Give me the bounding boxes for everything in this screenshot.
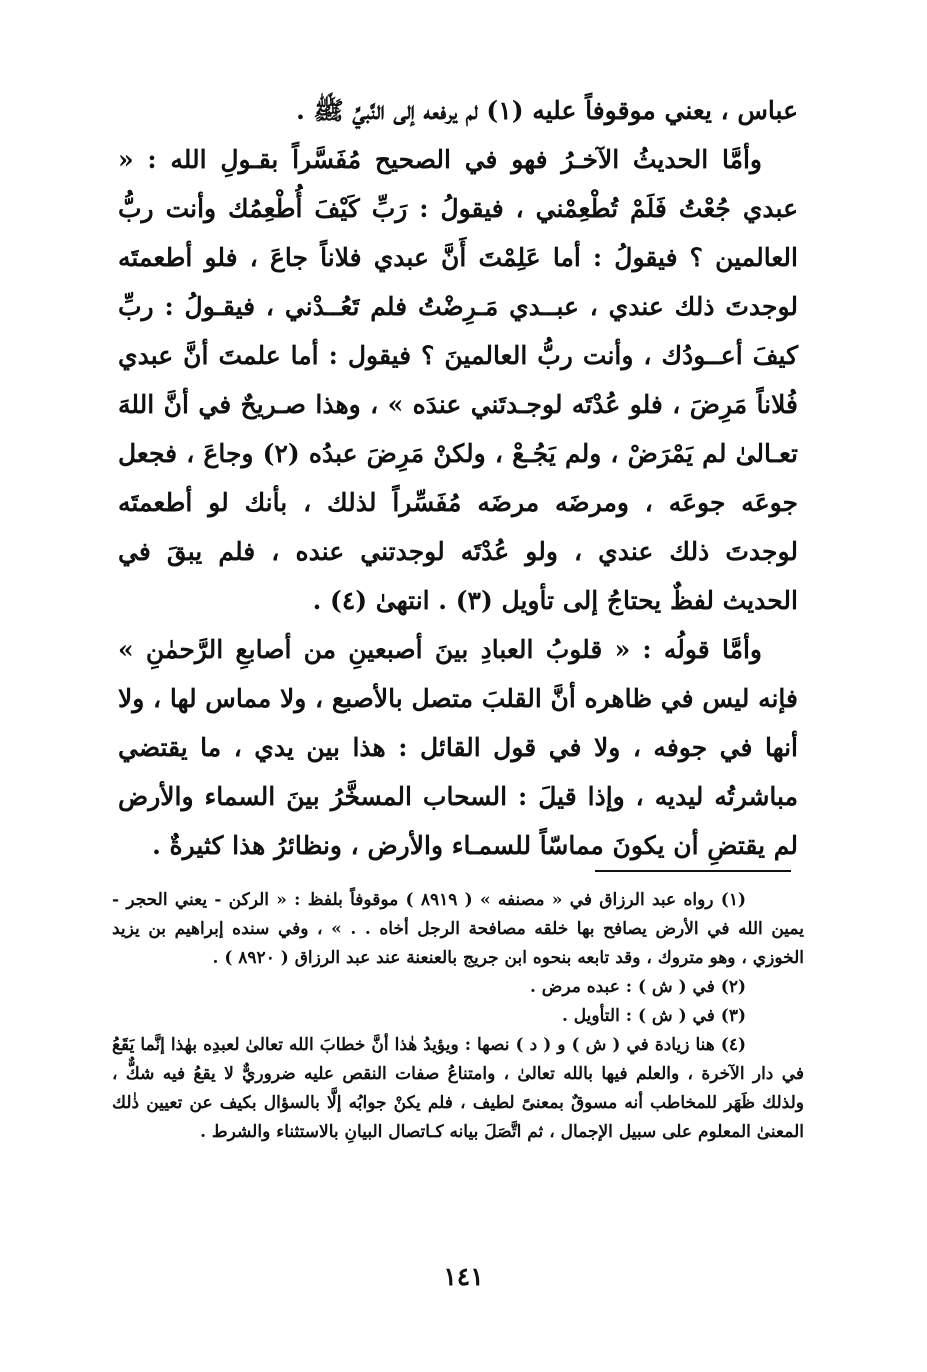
footnotes-section bbox=[112, 886, 804, 1147]
footnote-3: (٣) في ( ش ) : التأويل . bbox=[561, 1006, 746, 1026]
page-number: ١٤١ bbox=[443, 1262, 484, 1291]
footnote-4: (٤) هنا زيادة في ( ش ) و ( د ) نصها : ويؤيدُ هٰذا أنَّ خطابَ الله تعالىٰ لعبدِه بهٰذا إنَّما يَقَعُ في دار الآخرة ، والعلم فيها بالله تعالىٰ ، وامتناعُ صفات النقص عليه ضروريٌّ لا يقعُ فيه شكٌّ ، ولذلك ظَهَر للمخاطب أنه مسوقٌ بمعنىً لطيف ، فلم يكنْ جوابُه إلَّا بالسؤال بكيف عن تعيين ذٰلك المعنىٰ المعلوم على سبيل الإجمال ، ثم اتَّصَلَ بيانه كـاتصال البيانِ بالاستثناء والشرط . bbox=[112, 1035, 804, 1142]
paragraph-hearts-between-fingers: وأمَّا قولُه : « قلوبُ العبادِ بينَ أصبعينِ من أصابعِ الرَّحمٰنِ » فإنه ليس في ظاهره أنَّ القلبَ متصل بالأصبع ، ولا مماس لها ، ولا أنها في جوفه ، ولا في قول القائل : هذا بين يدي ، ما يقتضي مباشرتُه ليديه ، وإذا قيلَ : السحاب المسخَّرُ بينَ السماء والأرض لم يقتضِ أن يكونَ مماسّاً للسمـاء والأرض ، ونظائرُ هذا كثيرةٌ . bbox=[118, 635, 798, 860]
paragraph-continuation: عباس ، يعني موقوفاً عليه (١) لم يرفعه إلى النَّبيِّ ﷺ . bbox=[296, 96, 798, 125]
footnote-1: (١) رواه عبد الرزاق في « مصنفه » ( ٨٩١٩ ) موقوفاً بلفظ : « الركن - يعني الحجر - يمين الله في الأرض يصافح بها خلقه مصافحة الرجل أخاه . . » ، وفي سنده إبراهيم بن يزيد الخوزي ، وهو متروك ، وقد تابعه بنحوه ابن جريج بالعنعنة عند عبد الرزاق ( ٨٩٢٠ ) . bbox=[112, 890, 804, 968]
main-text-body bbox=[118, 86, 798, 870]
footnote-separator bbox=[595, 870, 791, 872]
footnote-2: (٢) في ( ش ) : عبده مرض . bbox=[529, 977, 746, 997]
paragraph-hadith-hunger: وأمَّا الحديثُ الآخـرُ فهو في الصحيح مُفَسَّراً بقـولِ الله : « عبدي جُعْتُ فَلَمْ تُطْعِمْني ، فيقولُ : رَبِّ كَيْفَ أُطْعِمُك وأنت ربُّ العالمين ؟ فيقولُ : أما عَلِمْتَ أَنَّ عبدي فلاناً جاعَ ، فلو أطعمتَه لوجدتَ ذلك عندي ، عبــدي مَـرِضْتُ فلم تَعُــدْني ، فيقـولُ : ربِّ كيفَ أعــودُك ، وأنت ربُّ العالمينَ ؟ فيقول : أما علمتَ أنَّ عبدي فُلاناً مَرِضَ ، فلو عُدْتَه لوجـدتَني عندَه » ، وهذا صـريحٌ في أنَّ اللهَ تعـالىٰ لم يَمْرَضْ ، ولم يَجُـعْ ، ولكنْ مَرِضَ عبدُه (٢) وجاعَ ، فجعل جوعَه جوعَه ، ومرضَه مرضَه مُفَسِّراً لذلك ، بأنك لو أطعمتَه لوجدتَ ذلك عندي ، ولو عُدْتَه لوجدتني عنده ، فلم يبقَ في الحديث لفظٌ يحتاجُ إلى تأويل (٣) . انتهىٰ (٤) . bbox=[118, 145, 798, 615]
